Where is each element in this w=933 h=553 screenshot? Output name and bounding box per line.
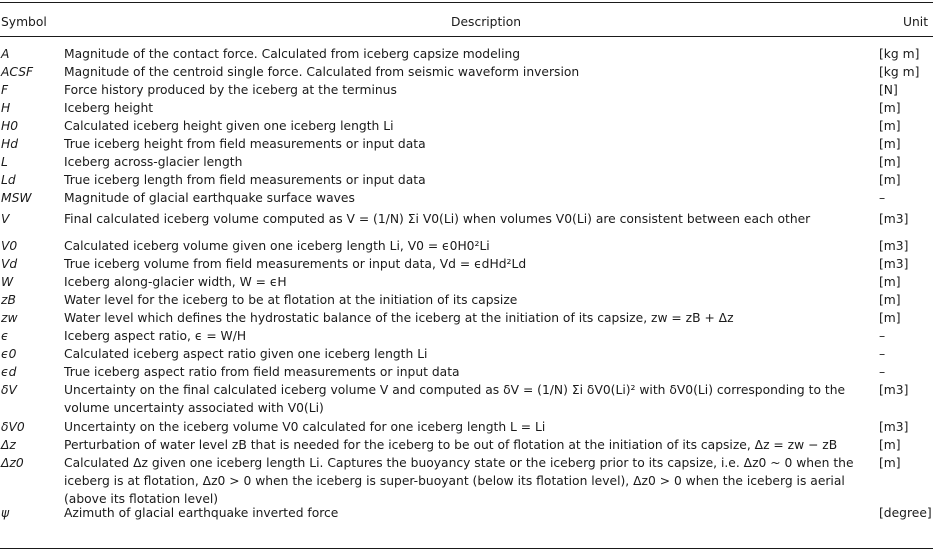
description-line: Calculated Δz given one iceberg length Li. Captures the buoyancy state or the iceberg prior to its capsize, i.e. Δz0 ~ 0 when the: [64, 456, 854, 470]
unit-cell: [kg m]: [879, 65, 920, 79]
description-line: Iceberg aspect ratio, ϵ = W/H: [64, 329, 247, 343]
description-cell: [64, 273, 864, 291]
table-bottom-rule: [0, 548, 933, 549]
column-header-description: Description: [451, 15, 522, 29]
description-line: Iceberg across-glacier length: [64, 155, 243, 169]
description-line: Water level for the iceberg to be at flotation at the initiation of its capsize: [64, 293, 518, 307]
unit-cell: [m3]: [879, 257, 909, 271]
description-line: Uncertainty on the final calculated iceberg volume V and computed as δV = (1/N) Σi δV0(Li)² with δV0(Li) corresponding to the: [64, 383, 846, 397]
description-cell: [64, 135, 864, 153]
description-line: iceberg is at flotation, Δz0 > 0 when the iceberg is super-buoyant (below its flotation level), Δz0 > 0 when the iceberg is aerial: [64, 474, 845, 488]
unit-cell: [m3]: [879, 420, 909, 434]
unit-cell: [m3]: [879, 212, 909, 226]
unit-cell: [m]: [879, 101, 901, 115]
unit-cell: [m]: [879, 155, 901, 169]
description-cell: [64, 291, 864, 309]
unit-cell: [m3]: [879, 383, 909, 397]
description-cell: [64, 436, 864, 454]
unit-cell: [m]: [879, 438, 901, 452]
unit-cell: [m]: [879, 137, 901, 151]
description-cell: [64, 99, 864, 117]
description-line: Final calculated iceberg volume computed as V = (1/N) Σi V0(Li) when volumes V0(Li) are consistent between each other: [64, 212, 811, 226]
column-header-symbol: Symbol: [1, 15, 47, 29]
symbol-cell: V: [1, 212, 10, 226]
symbol-cell: ϵd: [1, 365, 17, 379]
description-line: Magnitude of glacial earthquake surface waves: [64, 191, 355, 205]
unit-cell: –: [879, 191, 886, 205]
symbol-cell: ϵ0: [1, 347, 17, 361]
symbol-cell: MSW: [1, 191, 32, 205]
description-cell: [64, 210, 864, 228]
symbol-cell: δV0: [1, 420, 25, 434]
table-header-rule: [0, 36, 933, 37]
unit-cell: [m3]: [879, 239, 909, 253]
description-cell: [64, 345, 864, 363]
description-cell: [64, 189, 864, 207]
symbol-cell: Ld: [1, 173, 16, 187]
unit-cell: [N]: [879, 83, 898, 97]
unit-cell: [m]: [879, 456, 901, 470]
unit-cell: [m]: [879, 119, 901, 133]
symbol-cell: ψ: [1, 506, 10, 520]
unit-cell: [m]: [879, 293, 901, 307]
symbol-cell: F: [1, 83, 9, 97]
description-cell: [64, 237, 864, 255]
symbol-cell: Δz: [1, 438, 16, 452]
description-line: Calculated iceberg height given one iceberg length Li: [64, 119, 394, 133]
description-line: Magnitude of the centroid single force. Calculated from seismic waveform inversion: [64, 65, 580, 79]
unit-cell: [m]: [879, 311, 901, 325]
symbol-cell: H0: [1, 119, 19, 133]
description-cell: [64, 504, 864, 522]
table-top-rule: [0, 2, 933, 3]
description-cell: [64, 171, 864, 189]
description-line: True iceberg length from field measurements or input data: [64, 173, 426, 187]
description-line: Magnitude of the contact force. Calculated from iceberg capsize modeling: [64, 47, 521, 61]
unit-cell: –: [879, 365, 886, 379]
symbol-cell: δV: [1, 383, 17, 397]
description-cell: [64, 418, 864, 436]
description-cell: [64, 117, 864, 135]
description-line: Azimuth of glacial earthquake inverted force: [64, 506, 339, 520]
description-line: (above its flotation level): [64, 492, 219, 506]
symbol-cell: zw: [1, 311, 18, 325]
description-line: True iceberg volume from field measurements or input data, Vd = ϵdHd²Ld: [64, 257, 527, 271]
symbol-cell: ACSF: [1, 65, 34, 79]
symbol-cell: Δz0: [1, 456, 24, 470]
symbol-cell: zB: [1, 293, 16, 307]
description-cell: [64, 363, 864, 381]
description-line: Iceberg along-glacier width, W = ϵH: [64, 275, 287, 289]
description-cell: [64, 309, 864, 327]
unit-cell: –: [879, 347, 886, 361]
symbol-cell: Vd: [1, 257, 18, 271]
symbol-cell: ϵ: [1, 329, 9, 343]
symbol-cell: Hd: [1, 137, 19, 151]
description-cell: [64, 255, 864, 273]
unit-cell: –: [879, 329, 886, 343]
description-cell: [64, 81, 864, 99]
column-header-unit: Unit: [903, 15, 929, 29]
unit-cell: [m]: [879, 275, 901, 289]
symbol-cell: W: [1, 275, 14, 289]
description-line: Iceberg height: [64, 101, 154, 115]
description-cell: [64, 381, 864, 417]
symbol-cell: H: [1, 101, 11, 115]
description-line: Calculated iceberg volume given one iceberg length Li, V0 = ϵ0H0²Li: [64, 239, 490, 253]
unit-cell: [m]: [879, 173, 901, 187]
symbol-cell: A: [1, 47, 10, 61]
description-line: True iceberg aspect ratio from field measurements or input data: [64, 365, 460, 379]
description-line: Uncertainty on the iceberg volume V0 calculated for one iceberg length L = Li: [64, 420, 546, 434]
description-line: volume uncertainty associated with V0(Li): [64, 401, 324, 415]
description-line: True iceberg height from field measurements or input data: [64, 137, 426, 151]
description-line: Water level which defines the hydrostatic balance of the iceberg at the initiation of its capsize, zw = zB + Δz: [64, 311, 734, 325]
symbol-cell: L: [1, 155, 8, 169]
description-cell: [64, 63, 864, 81]
unit-cell: [kg m]: [879, 47, 920, 61]
description-line: Force history produced by the iceberg at the terminus: [64, 83, 397, 97]
description-cell: [64, 454, 864, 508]
description-cell: [64, 45, 864, 63]
description-line: Perturbation of water level zB that is needed for the iceberg to be out of flotation at the initiation of its capsize, Δz = zw − zB: [64, 438, 838, 452]
unit-cell: [degree]: [879, 506, 932, 520]
symbol-cell: V0: [1, 239, 18, 253]
description-cell: [64, 153, 864, 171]
description-cell: [64, 327, 864, 345]
description-line: Calculated iceberg aspect ratio given one iceberg length Li: [64, 347, 428, 361]
